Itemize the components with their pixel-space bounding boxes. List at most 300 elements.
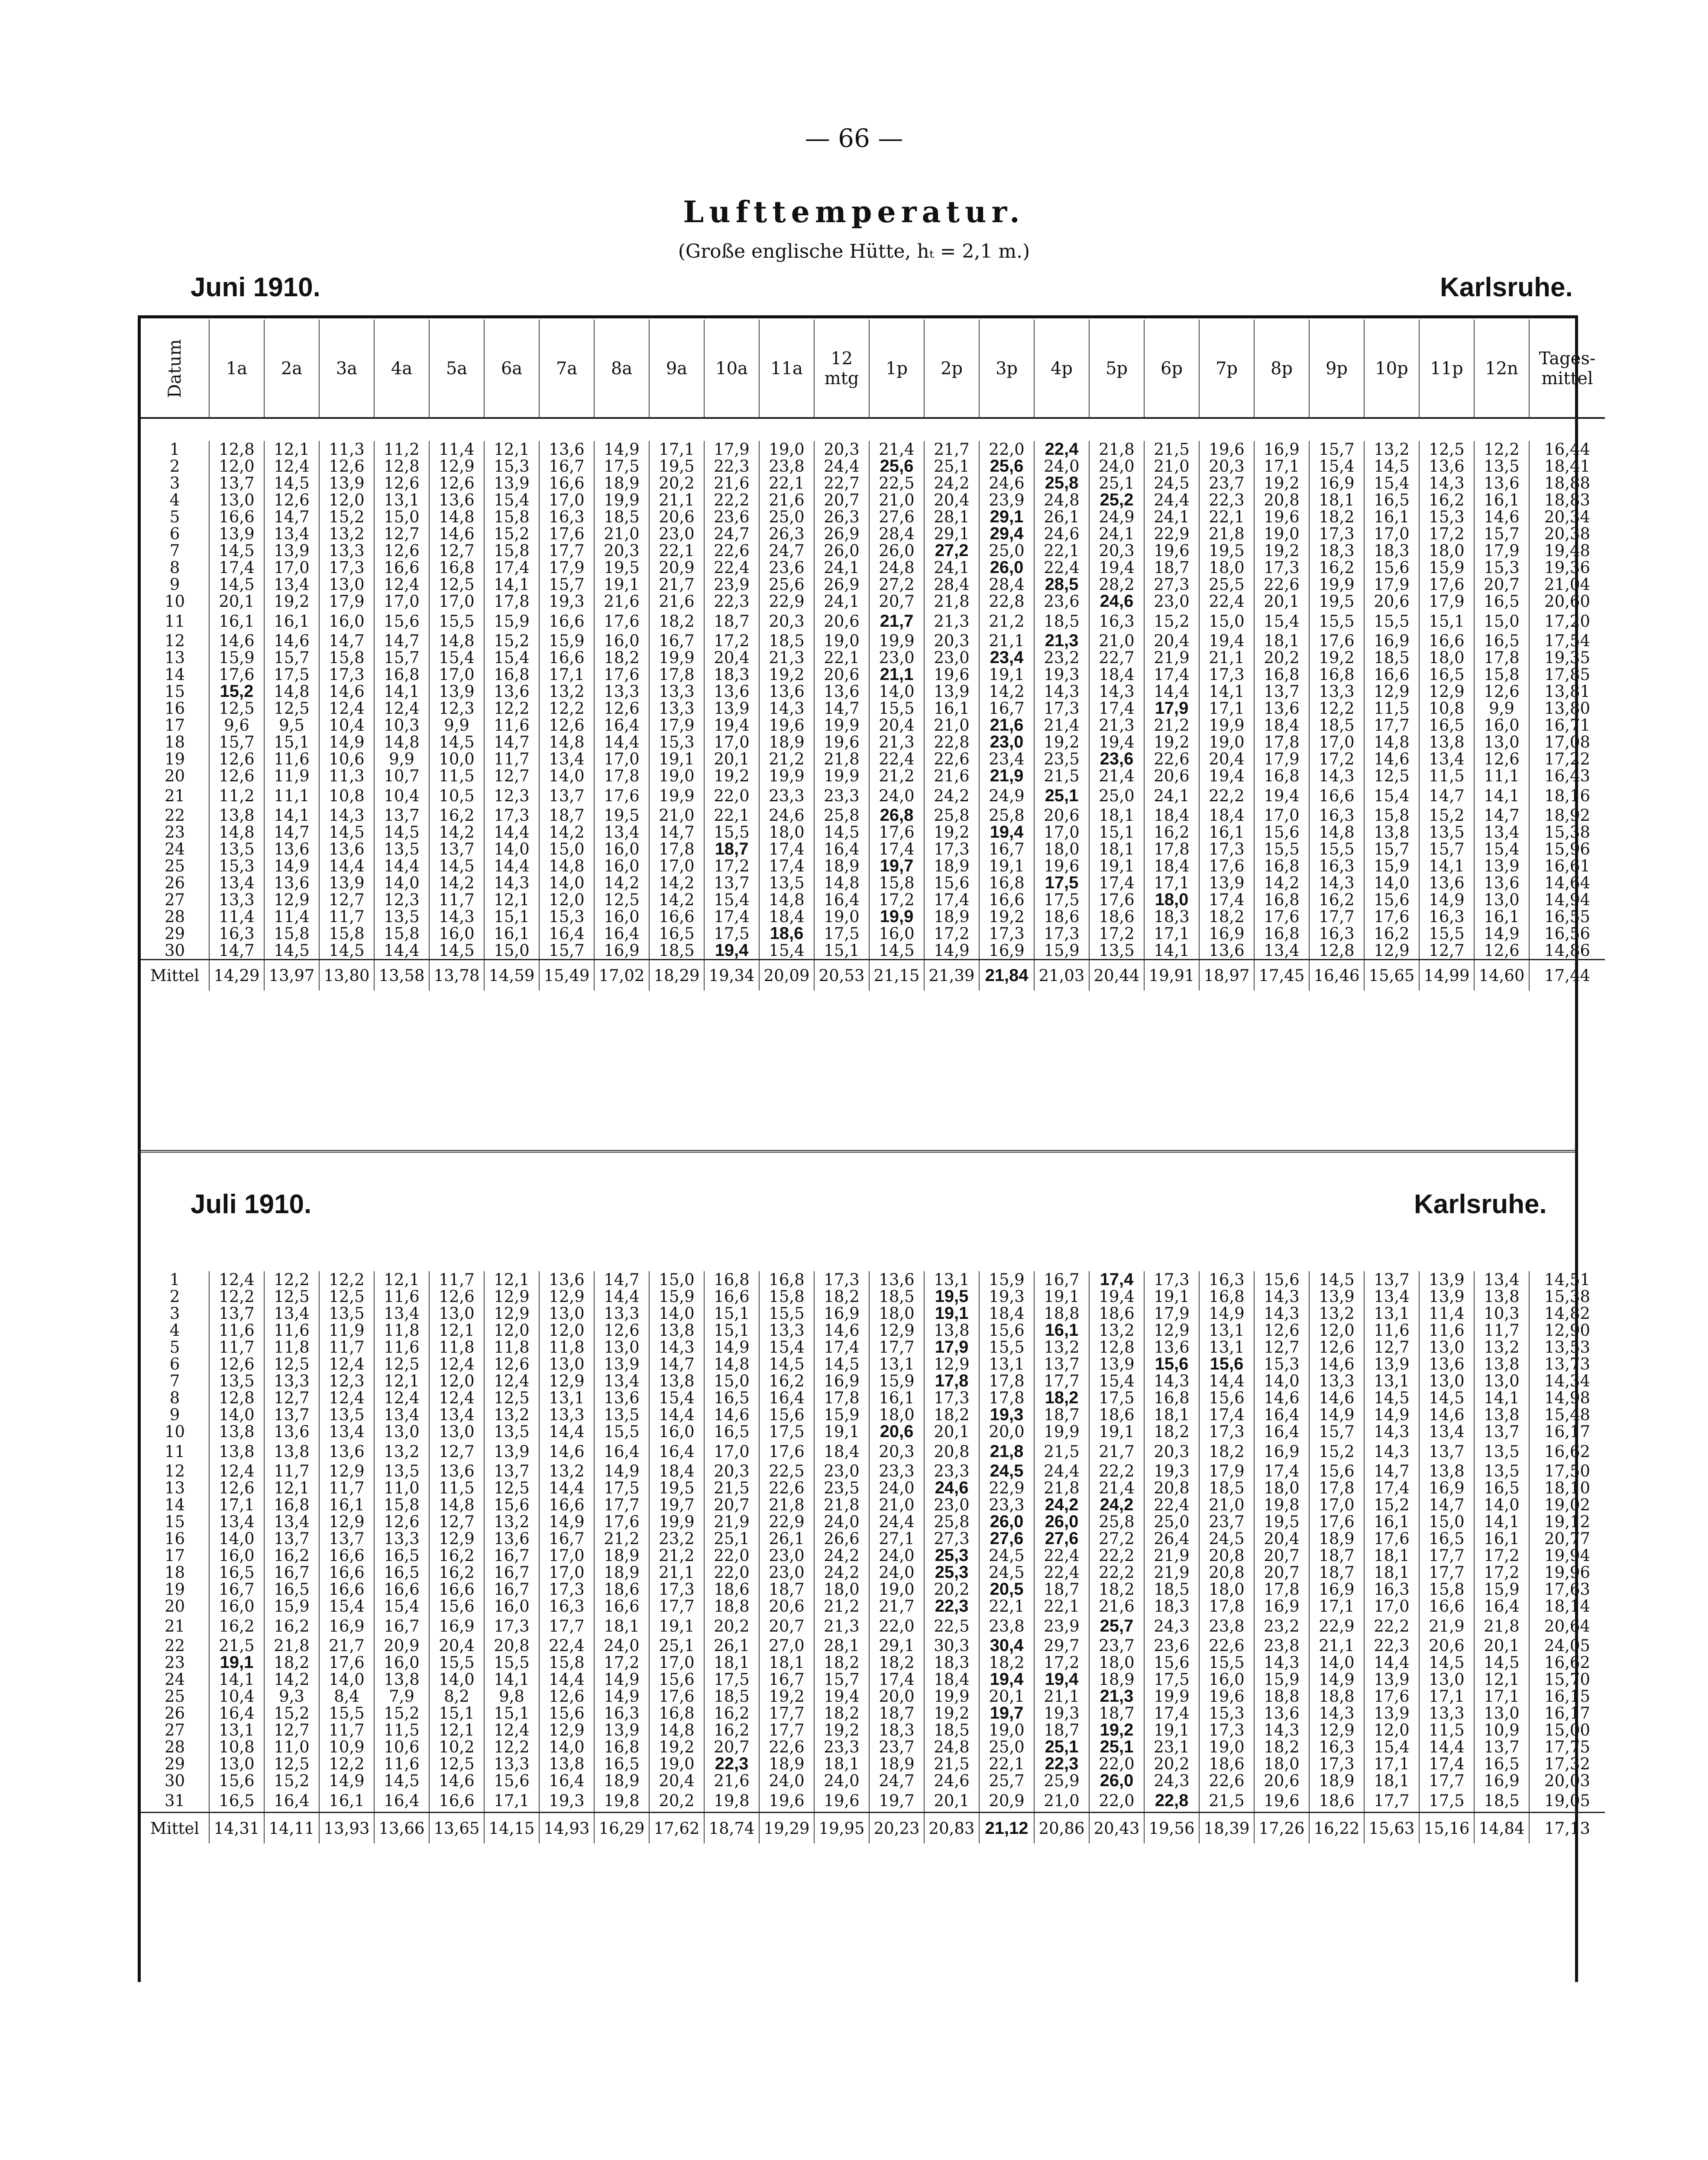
temperature-cell: 17,3 (814, 1271, 869, 1288)
temperature-cell: 24,1 (1089, 525, 1144, 542)
temperature-cell: 12,3 (429, 700, 484, 717)
temperature-cell: 24,5 (979, 1547, 1034, 1564)
temperature-cell: 23,3 (979, 1496, 1034, 1513)
temperature-cell: 13,3 (264, 1373, 319, 1389)
temperature-cell: 17,4 (1254, 1463, 1309, 1480)
temperature-cell: 13,5 (484, 1423, 539, 1440)
table-row (141, 1423, 1605, 1440)
temperature-cell: 12,1 (429, 1722, 484, 1739)
temperature-cell: 15,6 (484, 1772, 539, 1789)
temperature-cell: 12,6 (374, 542, 429, 559)
row-day: 9 (169, 576, 180, 593)
temperature-cell: 16,2 (429, 807, 484, 824)
temperature-cell: 14,5 (759, 1356, 814, 1373)
temperature-cell: 23,0 (759, 1564, 814, 1581)
temperature-cell: 13,2 (484, 1513, 539, 1530)
temperature-cell: 17,6 (1419, 576, 1474, 593)
temperature-cell: 16,9 (594, 942, 649, 960)
temperature-cell: 19,2 (1034, 734, 1089, 751)
temperature-cell: 22,6 (759, 1739, 814, 1755)
temperature-cell: 16,9 (1199, 925, 1254, 942)
temperature-cell: 18,1 (704, 1654, 759, 1671)
temperature-cell: 21,5 (1034, 767, 1089, 784)
temperature-cell: 16,8 (704, 1271, 759, 1288)
temperature-cell: 13,9 (1419, 1271, 1474, 1288)
temperature-cell: 19,6 (924, 666, 979, 683)
temperature-cell: 11,8 (429, 1339, 484, 1356)
temperature-cell: 14,9 (594, 1463, 649, 1480)
temperature-cell: 13,6 (539, 441, 594, 458)
row-day: 7 (169, 542, 180, 559)
table-row (141, 542, 1605, 559)
mean-cell: 16,29 (594, 1813, 649, 1844)
temperature-cell: 15,6 (1199, 1389, 1254, 1406)
temperature-cell: 17,6 (1364, 908, 1419, 925)
temperature-cell: 19,5 (1199, 542, 1254, 559)
temperature-cell: 15,7 (539, 576, 594, 593)
row-day: 29 (164, 1755, 185, 1772)
temperature-cell: 16,55 (1529, 908, 1605, 925)
temperature-cell: 16,4 (374, 1789, 429, 1813)
header-hour: 6p (1144, 320, 1199, 418)
temperature-cell: 19,3 (1034, 666, 1089, 683)
temperature-cell: 16,8 (1309, 666, 1364, 683)
temperature-cell: 13,9 (1089, 1356, 1144, 1373)
temperature-cell: 18,9 (594, 1564, 649, 1581)
temperature-cell: 18,2 (814, 1654, 869, 1671)
temperature-cell: 15,3 (1254, 1356, 1309, 1373)
temperature-cell: 18,9 (869, 1755, 924, 1772)
temperature-cell: 21,2 (649, 1547, 704, 1564)
temperature-cell: 17,6 (1089, 891, 1144, 908)
temperature-cell: 12,6 (429, 475, 484, 492)
temperature-cell: 17,6 (1309, 1513, 1364, 1530)
temperature-cell: 20,7 (1474, 576, 1529, 593)
temperature-cell: 13,7 (1474, 1739, 1529, 1755)
temperature-cell: 24,6 (1089, 593, 1144, 610)
temperature-cell: 14,9 (1199, 1305, 1254, 1322)
temperature-cell: 11,2 (374, 441, 429, 458)
row-day: 31 (164, 1791, 185, 1810)
temperature-cell: 18,9 (759, 734, 814, 751)
temperature-cell: 14,1 (1474, 1389, 1529, 1406)
temperature-cell: 14,7 (484, 734, 539, 751)
temperature-cell: 15,5 (869, 700, 924, 717)
temperature-cell: 16,5 (374, 1547, 429, 1564)
temperature-cell: 12,5 (1419, 441, 1474, 458)
temperature-cell: 21,3 (1089, 1688, 1144, 1705)
temperature-cell: 23,0 (1144, 593, 1199, 610)
header-hour: 8a (594, 320, 649, 418)
temperature-cell: 15,2 (1364, 1496, 1419, 1513)
temperature-cell: 16,7 (979, 700, 1034, 717)
temperature-cell: 21,4 (869, 441, 924, 458)
temperature-cell: 9,9 (1474, 700, 1529, 717)
temperature-cell: 17,6 (1199, 858, 1254, 874)
temperature-cell: 15,9 (979, 1271, 1034, 1288)
temperature-cell: 17,6 (1364, 1688, 1419, 1705)
temperature-cell: 11,7 (209, 1339, 264, 1356)
temperature-cell: 14,0 (539, 767, 594, 784)
temperature-cell: 14,2 (594, 874, 649, 891)
temperature-cell: 14,9 (704, 1339, 759, 1356)
temperature-cell: 14,5 (429, 734, 484, 751)
temperature-cell: 19,1 (1144, 1722, 1199, 1739)
temperature-cell: 14,1 (209, 1671, 264, 1688)
temperature-cell: 22,6 (1254, 576, 1309, 593)
temperature-cell: 20,1 (924, 1789, 979, 1813)
temperature-cell: 17,4 (1199, 891, 1254, 908)
temperature-cell: 28,1 (814, 1637, 869, 1654)
temperature-cell: 17,7 (539, 542, 594, 559)
temperature-cell: 17,0 (1364, 525, 1419, 542)
temperature-cell: 19,5 (649, 1480, 704, 1496)
temperature-cell: 18,1 (1309, 492, 1364, 508)
temperature-cell: 18,8 (1309, 1688, 1364, 1705)
temperature-cell: 17,0 (704, 1440, 759, 1463)
temperature-cell: 21,3 (814, 1615, 869, 1637)
temperature-cell: 22,4 (869, 751, 924, 767)
temperature-cell: 11,7 (264, 1463, 319, 1480)
temperature-cell: 17,2 (1419, 525, 1474, 542)
temperature-cell: 16,6 (594, 1598, 649, 1615)
temperature-cell: 16,1 (484, 925, 539, 942)
temperature-cell: 19,9 (594, 492, 649, 508)
temperature-cell: 18,5 (594, 508, 649, 525)
temperature-cell: 13,53 (1529, 1339, 1605, 1356)
temperature-cell: 26,9 (814, 525, 869, 542)
temperature-cell: 14,5 (1309, 1271, 1364, 1288)
temperature-cell: 14,1 (484, 1671, 539, 1688)
temperature-cell: 11,7 (429, 891, 484, 908)
temperature-cell: 23,0 (979, 734, 1034, 751)
temperature-cell: 18,1 (1364, 1564, 1419, 1581)
temperature-cell: 15,4 (1364, 784, 1419, 807)
temperature-cell: 15,2 (264, 1772, 319, 1789)
temperature-cell: 14,8 (1364, 734, 1419, 751)
temperature-cell: 12,9 (1364, 942, 1419, 960)
temperature-cell: 13,4 (1419, 751, 1474, 767)
temperature-cell: 19,48 (1529, 542, 1605, 559)
temperature-cell: 17,2 (704, 858, 759, 874)
temperature-cell: 14,3 (429, 908, 484, 925)
temperature-cell: 24,8 (924, 1739, 979, 1755)
temperature-cell: 15,0 (1199, 610, 1254, 632)
temperature-cell: 15,6 (1144, 1356, 1199, 1373)
temperature-cell: 19,36 (1529, 559, 1605, 576)
temperature-cell: 10,8 (319, 784, 374, 807)
section-divider (138, 1150, 1578, 1153)
header-hour: 9a (649, 320, 704, 418)
temperature-cell: 11,6 (374, 1339, 429, 1356)
temperature-cell: 14,3 (1144, 1373, 1199, 1389)
temperature-cell: 13,4 (374, 1305, 429, 1322)
temperature-cell: 16,2 (1309, 891, 1364, 908)
temperature-cell: 19,2 (759, 1688, 814, 1705)
temperature-cell: 22,3 (1364, 1637, 1419, 1654)
temperature-cell: 12,4 (374, 576, 429, 593)
temperature-cell: 12,2 (484, 700, 539, 717)
temperature-cell: 20,3 (704, 1463, 759, 1480)
row-day: 20 (164, 767, 185, 784)
temperature-cell: 30,4 (979, 1637, 1034, 1654)
temperature-cell: 15,6 (484, 1496, 539, 1513)
temperature-cell: 19,94 (1529, 1547, 1605, 1564)
temperature-cell: 24,7 (759, 542, 814, 559)
temperature-cell: 18,4 (979, 1305, 1034, 1322)
temperature-cell: 24,0 (814, 1513, 869, 1530)
temperature-cell: 18,5 (1474, 1789, 1529, 1813)
temperature-cell: 19,1 (814, 1423, 869, 1440)
table-row (141, 475, 1605, 492)
temperature-cell: 15,2 (374, 1705, 429, 1722)
temperature-cell: 14,5 (429, 858, 484, 874)
temperature-cell: 17,1 (1199, 700, 1254, 717)
temperature-cell: 17,4 (814, 1339, 869, 1356)
temperature-cell: 17,75 (1529, 1739, 1605, 1755)
temperature-cell: 15,4 (484, 492, 539, 508)
temperature-cell: 15,3 (1419, 508, 1474, 525)
temperature-cell: 14,4 (319, 858, 374, 874)
temperature-cell: 13,6 (1419, 874, 1474, 891)
temperature-cell: 12,6 (539, 1688, 594, 1705)
temperature-cell: 17,3 (319, 666, 374, 683)
temperature-cell: 25,1 (1034, 1739, 1089, 1755)
temperature-cell: 13,8 (209, 807, 264, 824)
temperature-cell: 17,85 (1529, 666, 1605, 683)
mean-cell: 14,60 (1474, 960, 1529, 991)
temperature-cell: 18,6 (704, 1581, 759, 1598)
temperature-cell: 14,3 (1254, 1722, 1309, 1739)
mean-cell: 13,97 (264, 960, 319, 991)
temperature-cell: 13,2 (1474, 1339, 1529, 1356)
temperature-cell: 23,0 (649, 525, 704, 542)
temperature-cell: 17,8 (594, 767, 649, 784)
temperature-cell: 15,8 (1474, 666, 1529, 683)
temperature-cell: 24,3 (1144, 1772, 1199, 1789)
temperature-cell: 12,6 (429, 1288, 484, 1305)
temperature-cell: 12,9 (1144, 1322, 1199, 1339)
temperature-cell: 13,4 (1474, 1271, 1529, 1288)
temperature-cell: 17,2 (1474, 1564, 1529, 1581)
temperature-cell: 14,0 (1364, 874, 1419, 891)
temperature-cell: 20,3 (869, 1440, 924, 1463)
temperature-cell: 13,3 (319, 542, 374, 559)
temperature-cell: 21,8 (1199, 525, 1254, 542)
temperature-cell: 17,08 (1529, 734, 1605, 751)
temperature-cell: 14,82 (1529, 1305, 1605, 1322)
temperature-cell: 12,4 (209, 1463, 264, 1480)
temperature-cell: 12,9 (924, 1356, 979, 1373)
temperature-cell: 18,1 (1089, 841, 1144, 858)
temperature-cell: 15,5 (1199, 1654, 1254, 1671)
temperature-cell: 19,1 (979, 858, 1034, 874)
temperature-cell: 16,0 (649, 1423, 704, 1440)
temperature-cell: 19,4 (1254, 784, 1309, 807)
temperature-cell: 19,9 (759, 767, 814, 784)
temperature-cell: 24,0 (759, 1772, 814, 1789)
temperature-cell: 13,8 (1474, 1406, 1529, 1423)
temperature-cell: 18,9 (594, 1547, 649, 1564)
temperature-cell: 14,8 (539, 858, 594, 874)
temperature-cell: 19,5 (1254, 1513, 1309, 1530)
temperature-cell: 18,14 (1529, 1598, 1605, 1615)
temperature-cell: 16,9 (814, 1305, 869, 1322)
temperature-cell: 16,7 (649, 632, 704, 649)
temperature-cell: 25,8 (924, 807, 979, 824)
place-label-juli: Karlsruhe. (1414, 1189, 1547, 1219)
temperature-cell: 20,34 (1529, 508, 1605, 525)
temperature-cell: 16,6 (539, 649, 594, 666)
temperature-cell: 13,1 (539, 1389, 594, 1406)
temperature-cell: 19,7 (869, 858, 924, 874)
table-header (141, 320, 1605, 419)
mean-cell: 14,11 (264, 1813, 319, 1844)
row-day: 20 (164, 1598, 185, 1615)
temperature-cell: 17,2 (924, 925, 979, 942)
temperature-cell: 13,9 (1474, 858, 1529, 874)
temperature-cell: 16,4 (1254, 1406, 1309, 1423)
temperature-cell: 19,6 (1034, 858, 1089, 874)
temperature-cell: 24,5 (1199, 1530, 1254, 1547)
temperature-cell: 13,2 (1034, 1339, 1089, 1356)
temperature-cell: 18,4 (924, 1671, 979, 1688)
temperature-cell: 18,9 (1089, 1671, 1144, 1688)
temperature-cell: 11,5 (429, 1480, 484, 1496)
temperature-cell: 23,9 (1034, 1615, 1089, 1637)
temperature-cell: 13,4 (264, 525, 319, 542)
temperature-cell: 23,5 (814, 1480, 869, 1496)
temperature-cell: 12,5 (429, 576, 484, 593)
temperature-cell: 12,9 (1309, 1722, 1364, 1739)
temperature-cell: 22,9 (979, 1480, 1034, 1496)
temperature-cell: 15,5 (319, 1705, 374, 1722)
temperature-cell: 18,9 (924, 858, 979, 874)
temperature-cell: 15,6 (1199, 1356, 1254, 1373)
temperature-cell: 12,3 (484, 784, 539, 807)
temperature-cell: 27,6 (979, 1530, 1034, 1547)
header-hour: 11p (1419, 320, 1474, 418)
temperature-cell: 17,9 (1144, 700, 1199, 717)
mean-cell: 15,65 (1364, 960, 1419, 991)
temperature-cell: 13,0 (209, 1755, 264, 1772)
temperature-cell: 17,5 (814, 925, 869, 942)
temperature-cell: 27,6 (1034, 1530, 1089, 1547)
temperature-cell: 15,4 (759, 942, 814, 960)
temperature-cell: 15,9 (869, 1373, 924, 1389)
temperature-cell: 13,7 (1034, 1356, 1089, 1373)
temperature-cell: 15,4 (1364, 475, 1419, 492)
temperature-cell: 30,3 (924, 1637, 979, 1654)
header-hour: 4p (1034, 320, 1089, 418)
temperature-cell: 19,4 (704, 942, 759, 960)
mean-cell: 14,93 (539, 1813, 594, 1844)
temperature-cell: 14,86 (1529, 942, 1605, 960)
temperature-cell: 12,9 (1364, 683, 1419, 700)
temperature-cell: 19,4 (1034, 1671, 1089, 1688)
temperature-cell: 17,54 (1529, 632, 1605, 649)
temperature-cell: 10,0 (429, 751, 484, 767)
temperature-cell: 20,2 (649, 1789, 704, 1813)
temperature-cell: 11,6 (264, 1322, 319, 1339)
temperature-cell: 12,5 (209, 700, 264, 717)
temperature-cell: 21,8 (759, 1496, 814, 1513)
header-hour: 3a (319, 320, 374, 418)
temperature-cell: 18,1 (814, 1755, 869, 1772)
temperature-cell: 21,8 (924, 593, 979, 610)
temperature-cell: 21,6 (924, 767, 979, 784)
temperature-cell: 13,9 (1364, 1671, 1419, 1688)
temperature-cell: 12,0 (1309, 1322, 1364, 1339)
temperature-cell: 19,8 (594, 1789, 649, 1813)
temperature-cell: 16,5 (1419, 1530, 1474, 1547)
temperature-cell: 12,1 (484, 891, 539, 908)
temperature-cell: 20,8 (1144, 1480, 1199, 1496)
temperature-cell: 12,4 (374, 1389, 429, 1406)
temperature-cell: 18,6 (1199, 1755, 1254, 1772)
temperature-cell: 17,0 (1364, 1598, 1419, 1615)
temperature-cell: 22,1 (1034, 1598, 1089, 1615)
temperature-cell: 24,0 (814, 1772, 869, 1789)
temperature-cell: 12,6 (319, 458, 374, 475)
temperature-cell: 15,8 (869, 874, 924, 891)
temperature-cell: 25,6 (979, 458, 1034, 475)
temperature-cell: 14,7 (374, 632, 429, 649)
temperature-cell: 14,5 (209, 542, 264, 559)
temperature-cell: 15,4 (374, 1598, 429, 1615)
temperature-cell: 13,7 (1254, 683, 1309, 700)
temperature-cell: 10,4 (374, 784, 429, 807)
temperature-cell: 26,6 (814, 1530, 869, 1547)
temperature-cell: 24,5 (979, 1463, 1034, 1480)
temperature-cell: 15,1 (264, 734, 319, 751)
temperature-cell: 23,7 (1199, 475, 1254, 492)
temperature-cell: 13,9 (1309, 1288, 1364, 1305)
temperature-cell: 13,0 (319, 576, 374, 593)
temperature-cell: 23,6 (759, 559, 814, 576)
temperature-cell: 23,9 (704, 576, 759, 593)
temperature-cell: 17,6 (594, 784, 649, 807)
temperature-cell: 18,2 (1199, 908, 1254, 925)
temperature-cell: 17,9 (1474, 542, 1529, 559)
temperature-cell: 18,3 (1144, 908, 1199, 925)
temperature-cell: 12,1 (264, 441, 319, 458)
temperature-cell: 24,2 (924, 784, 979, 807)
table-row (141, 1496, 1605, 1513)
table-row (141, 1322, 1605, 1339)
temperature-cell: 15,1 (814, 942, 869, 960)
temperature-cell: 18,6 (1089, 908, 1144, 925)
temperature-cell: 13,4 (1474, 824, 1529, 841)
month-label-juli: Juli 1910. (191, 1189, 312, 1219)
temperature-cell: 20,6 (869, 1423, 924, 1440)
temperature-cell: 23,7 (1089, 1637, 1144, 1654)
mean-cell: 13,65 (429, 1813, 484, 1844)
temperature-cell: 24,6 (924, 1480, 979, 1496)
temperature-cell: 13,1 (374, 492, 429, 508)
temperature-cell: 19,1 (649, 1615, 704, 1637)
temperature-cell: 16,9 (429, 1615, 484, 1637)
temperature-cell: 11,5 (429, 767, 484, 784)
temperature-cell: 13,6 (484, 683, 539, 700)
temperature-cell: 18,88 (1529, 475, 1605, 492)
temperature-cell: 17,4 (1419, 1755, 1474, 1772)
temperature-cell: 16,7 (484, 1564, 539, 1581)
temperature-cell: 14,8 (429, 508, 484, 525)
temperature-cell: 20,6 (1144, 767, 1199, 784)
mean-cell: 20,43 (1089, 1813, 1144, 1844)
temperature-cell: 18,9 (1309, 1772, 1364, 1789)
